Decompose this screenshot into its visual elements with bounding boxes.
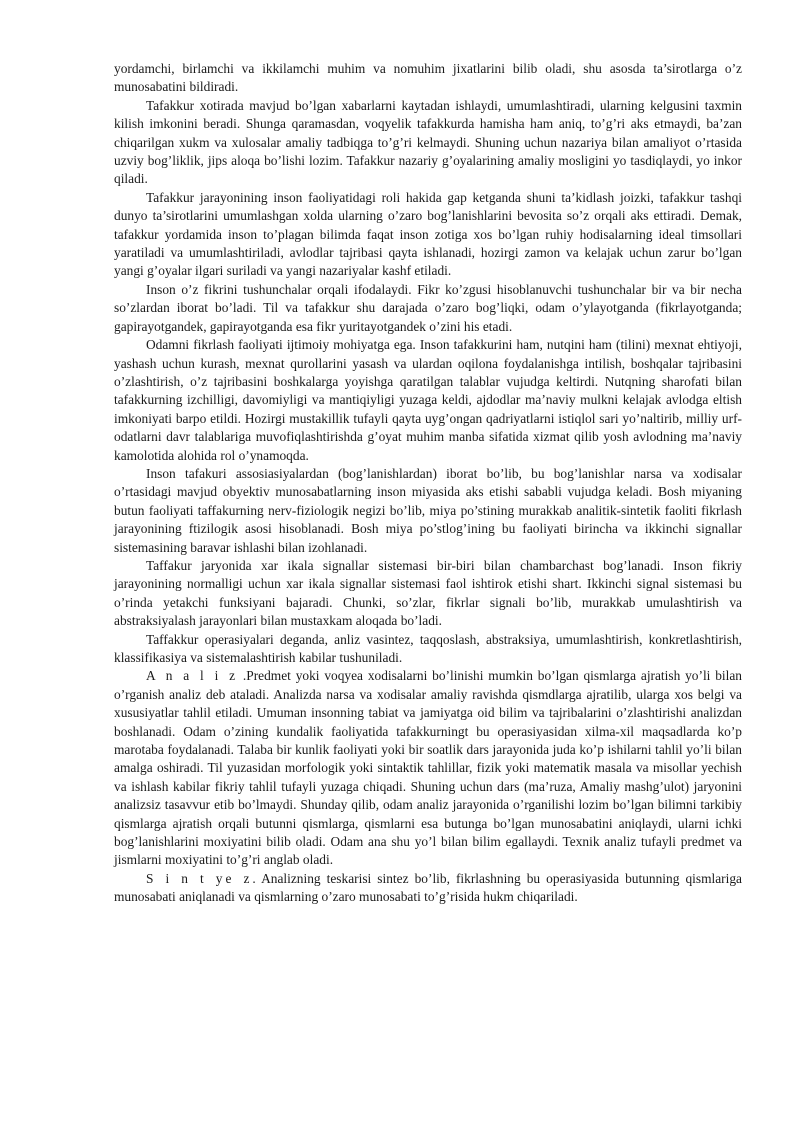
paragraph <box>114 557 742 631</box>
paragraph-text: Taffakkur operasiyalari deganda, anliz vasintez, taqqoslash, abstraksiya, umumlashtirish, konkretlashtirish, klassifikasiya va sistemalashtirish kabilar tushuniladi. <box>114 631 742 665</box>
paragraph-text: . Analizning teskarisi sintez bo’lib, fikrlashning bu operasiyasida butunning qismlariga munosabati aniqlanadi va qismlarning o’zaro munosabati to’g’risida hukm chiqariladi. <box>114 870 742 905</box>
paragraph <box>114 281 742 336</box>
paragraph-continuation <box>114 60 742 97</box>
paragraph-text: Inson o’z fikrini tushunchalar orqali ifodalaydi. Fikr ko’zgusi hisoblanuvchi tushunchalar bir va bir necha so’zlardan iborat bo’ladi. Til va tafakkur shu darajada o’zaro bog’liqki, odam o’ylayotganda (fikrlayotganda; gapirayotgandek, gapirayotganda esa fikr yuritayotgandek o’zini his etadi. <box>114 281 742 334</box>
paragraph <box>114 336 742 465</box>
paragraph <box>114 465 742 557</box>
paragraph-text: Taffakur jaryonida xar ikala signallar sistemasi bir-biri bilan chambarchast bog’lanadi. Inson fikriy jarayonining normalligi uchun xar ikala signallar sistemasi faol ishtirok etishi shart. Ikkinchi signal sistemasi bu o’rinda yetakchi funksiyani bajaradi. Chunki, so’zlar, fikrlar signali bo’lib, murakkab umulashtirish va abstraksiyalash jarayonlari bilan mustaxkam aloqada bo’ladi. <box>114 557 742 629</box>
paragraph-text: Tafakkur jarayonining inson faoliyatidagi roli hakida gap ketganda shuni ta’kidlash joizki, tafakkur tashqi dunyo ta’sirotlarini umumlashgan xolda ularning o’zaro bog’lanishlarini bevosita so’z orqali aks ettiradi. Demak, tafakkur yordamida inson to’plagan bilimda faqat inson zotiga xos bo’lgan ruhiy hodisalarning ideal timsollari yaratiladi va umumlashtiriladi, avlodlar tajribasi qayta ishlanadi, hozirgi zamon va kelajak uchun zarur bo’lgan yangi g’oyalar ilgari suriladi va yangi nazariyalar kashf etiladi. <box>114 189 742 279</box>
paragraph-text: Odamni fikrlash faoliyati ijtimoiy mohiyatga ega. Inson tafakkurini ham, nutqini ham (tilini) mexnat ehtiyoji, yashash uchun kurash, mexnat qurollarini yasash va ulardan oqilona foydalanishga intilish, boshqalar tajribasini o’zlashtirish, o’z tajribasini boshkalarga yoyishga qaratilgan talablar vujudga keltirdi. Nutqning sharofati bilan tafakkurning izchilligi, davomiyligi va mantiqiyligi yuzaga keldi, ajdodlar ma’naviy mulkni kelajak avlodga eltish imkoniyati barpo etildi. Hozirgi mustakillik tufayli qayta uyg’ongan qadriyatlarni istiqlol sari yo’naltirib, milliy urf-odatlarni davr talablariga muvofiqlashtirishda g’oyat muhim manba sifatida xizmat qilib yosh avlodning ma’naviy kamolotida alohida rol o’ynamoqda. <box>114 337 742 463</box>
paragraph <box>114 97 742 189</box>
paragraph <box>114 631 742 668</box>
paragraph-analiz <box>114 667 742 869</box>
document-page <box>114 60 742 907</box>
paragraph <box>114 189 742 281</box>
paragraph-text: Inson tafakuri assosiasiyalardan (bog’lanishlardan) iborat bo’lib, bu bog’lanishlar narsa va xodisalar o’rtasidagi mavjud obyektiv munosabatlarning inson miyasida aks etishi sababli vujudga keladi. Bosh miyaning butun faoliyati taffakurning nerv-fiziologik negizi bo’lib, miya po’stining murakkab analitik-sintetik faoliti fikrlash jarayonining ftizilogik asosi hisoblanadi. Bosh miya po’stlog’ining bu faoliyati birincha va ikkinchi signallar sistemasining baravar ishlashi bilan izohlanadi. <box>114 465 742 555</box>
paragraph-sintez <box>114 870 742 907</box>
term-sintez: S i n t ye z <box>146 870 253 886</box>
paragraph-text: Tafakkur xotirada mavjud bo’lgan xabarlarni kaytadan ishlaydi, umumlashtiradi, ularning kelgusini taxmin kilish imkonini beradi. Shunga qaramasdan, voqyelik tafakkurda hamisha ham aniq, to’g’ri aks etmaydi, ba’zan chiqarilgan xukm va xulosalar amaliy tadbiqga to’g’ri kelmaydi. Shuning uchun nazariya bilan amaliyot o’rtasida uzviy bog’liklik, jips aloqa bo’lishi lozim. Tafakkur nazariy g’oyalarining amaliy mosligini yo tasdiqlaydi, yo inkor qiladi. <box>114 97 742 187</box>
paragraph-text: .Predmet yoki voqyea xodisalarni bo’linishi mumkin bo’lgan qismlarga ajratish yo’li bilan o’rganish analiz deb ataladi. Analizda narsa va xodisalar amaliy ravishda qismdlarga ajratilib, ularga xos belgi va xususiyatlar tahlil etiladi. Umuman insonning tabiat va jamiyatga oid bilim va tajribalarini o’zlashtirishi analizdan boshlanadi. Odam o’zining kundalik faoliyatida tafakkurningt bu operasiyasidan xilma-xil maqsadlarda ko’p marotaba foydalanadi. Talaba bir kunlik faoliyati yoki bir soatlik dars jarayonida juda ko’p ishilarni tahlil yo’li bilan amalga oshiradi. Til yuzasidan morfologik yoki sintaktik tahlillar, fizik yoki matematik masala va misollar yechish va ishlash kabilar fikriy tahlil tufayli yuzaga chiqadi. Shuning uchun dars (ma’ruza, Amaliy mashg’ulot) jaryonini analizsiz tasavvur etib bo’lmaydi. Shunday qilib, odam analiz jarayonida o’rganilishi lozim bo’lgan bilimni tarkibiy qismlarga ajratish orqali butunni qismlarga, qismlarni esa butunga bo’lgan munosabatini aniqlaydi, ularni ichki bog’lanishlarini moxiyatini bilib oladi. Odam ana shu yo’l bilan bilim egallaydi. Texnik analiz tufayli predmet va jismlarni moxiyatini to’g’ri anglab oladi. <box>114 668 742 868</box>
term-analiz: A n a l i z <box>146 668 239 684</box>
paragraph-text: yordamchi, birlamchi va ikkilamchi muhim va nomuhim jixatlarini bilib oladi, shu asosda ta’sirotlarga o’z munosabatini bildiradi. <box>114 61 742 95</box>
